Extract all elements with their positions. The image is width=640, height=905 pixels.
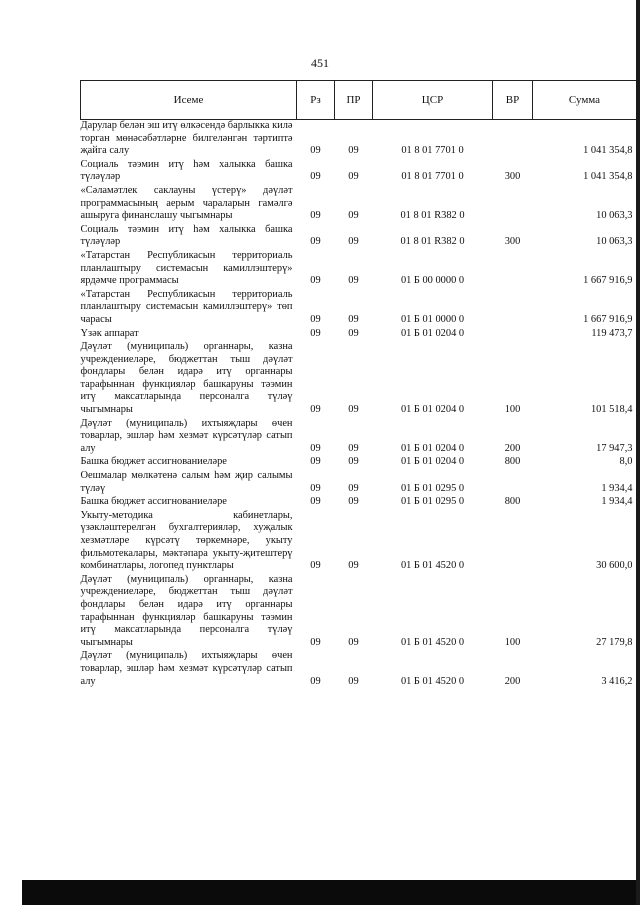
row-csr: 01 8 01 7701 0 (401, 145, 464, 157)
row-sum: 3 416,2 (601, 675, 633, 687)
row-pr: 09 (348, 404, 359, 416)
row-rz: 09 (310, 327, 321, 339)
table-row (81, 289, 637, 328)
row-pr: 09 (348, 171, 359, 183)
table-row (81, 250, 637, 289)
table-row (81, 456, 637, 470)
row-csr: 01 8 01 7701 0 (401, 171, 464, 183)
table-row (81, 496, 637, 510)
row-vr: 300 (504, 236, 521, 248)
header-pr: ПР (335, 81, 373, 120)
row-name: Башка бюджет ассигнованиеләре (80, 456, 227, 468)
row-sum: 10 063,3 (596, 236, 633, 248)
table-row (81, 341, 637, 418)
row-sum: 30 600,0 (596, 560, 633, 572)
row-vr (493, 289, 533, 328)
row-csr: 01 Б 01 0000 0 (400, 313, 465, 325)
row-pr: 09 (348, 210, 359, 222)
row-vr: 300 (504, 171, 521, 183)
row-csr: 01 Б 01 4520 0 (400, 675, 465, 687)
row-csr: 01 Б 01 0204 0 (400, 442, 465, 454)
row-sum: 27 179,8 (596, 636, 633, 648)
row-vr (493, 510, 533, 574)
row-csr: 01 Б 01 0295 0 (400, 496, 465, 508)
table-row (81, 510, 637, 574)
table-row (81, 159, 637, 185)
row-pr: 09 (348, 145, 359, 157)
row-rz: 09 (310, 560, 321, 572)
row-rz: 09 (310, 171, 321, 183)
row-pr: 09 (348, 275, 359, 287)
row-sum: 1 041 354,8 (583, 145, 633, 157)
row-vr (493, 185, 533, 224)
row-rz: 09 (310, 210, 321, 222)
row-sum: 119 473,7 (591, 327, 633, 339)
table-row (81, 650, 637, 689)
row-csr: 01 8 01 R382 0 (400, 210, 465, 222)
row-pr: 09 (348, 313, 359, 325)
row-name: Дарулар белән эш итү өлкәсендә барлыкка килә торган мөнәсәбәтләрне билгеләнгән тәртиптә җайга салу (80, 120, 293, 157)
row-csr: 01 Б 01 4520 0 (400, 636, 465, 648)
header-vr: ВР (493, 81, 533, 120)
row-sum: 1 667 916,9 (583, 313, 633, 325)
row-rz: 09 (310, 636, 321, 648)
budget-table (80, 80, 637, 689)
header-sum: Сумма (533, 81, 637, 120)
row-csr: 01 Б 01 0295 0 (400, 482, 465, 494)
header-name: Исеме (81, 81, 297, 120)
table-header-row (81, 81, 637, 120)
header-csr: ЦСР (373, 81, 493, 120)
row-vr (493, 120, 533, 159)
row-sum: 8,0 (619, 456, 633, 468)
table-row (81, 470, 637, 496)
row-vr: 200 (504, 442, 521, 454)
row-rz: 09 (310, 404, 321, 416)
row-pr: 09 (348, 442, 359, 454)
table-row (81, 574, 637, 651)
row-name: Дәүләт (муниципаль) ихтыяҗлары өчен товарлар, эшләр һәм хезмәт күрсәтүләр сатып алу (80, 417, 293, 454)
row-vr: 100 (504, 404, 521, 416)
row-pr: 09 (348, 482, 359, 494)
row-sum: 1 667 916,9 (583, 275, 633, 287)
row-rz: 09 (310, 482, 321, 494)
row-vr (493, 328, 533, 342)
row-pr: 09 (348, 560, 359, 572)
row-rz: 09 (310, 275, 321, 287)
row-vr: 800 (504, 496, 521, 508)
row-rz: 09 (310, 442, 321, 454)
row-rz: 09 (310, 675, 321, 687)
row-name: Оешмалар мөлкәтенә салым һәм җир салымы түләү (80, 470, 293, 494)
row-name: Дәүләт (муниципаль) органнары, казна учреждениеләре, бюджеттан тыш дәүләт фондлары белән идарә итү органнары тарафыннан функцияләр башкаруны тәэмин итү максатларында персоналга түләү чыгымнары (80, 341, 293, 416)
row-name: Дәүләт (муниципаль) органнары, казна учреждениеләре, бюджеттан тыш дәүләт фондлары белән идарә итү органнары тарафыннан функцияләр башкаруны тәэмин итү максатларында персоналга түләү чыгымнары (80, 573, 293, 648)
row-sum: 1 934,4 (601, 482, 633, 494)
row-csr: 01 Б 00 0000 0 (400, 275, 465, 287)
row-vr (493, 470, 533, 496)
header-rz: Рз (297, 81, 335, 120)
row-vr: 800 (504, 456, 521, 468)
table-row (81, 328, 637, 342)
row-name: «Сәламәтлек саклауны үстерү» дәүләт программасының аерым чараларын гамәлгә ашыруга финанслашу чыгымнары (80, 184, 293, 222)
row-csr: 01 8 01 R382 0 (400, 236, 465, 248)
row-csr: 01 Б 01 4520 0 (400, 560, 465, 572)
row-vr: 200 (504, 675, 521, 687)
row-vr (493, 250, 533, 289)
row-pr: 09 (348, 327, 359, 339)
row-csr: 01 Б 01 0204 0 (400, 456, 465, 468)
row-vr: 100 (504, 636, 521, 648)
table-row (81, 418, 637, 457)
row-csr: 01 Б 01 0204 0 (400, 327, 465, 339)
row-name: Социаль тәэмин итү һәм халыкка башка түләүләр (80, 158, 293, 183)
table-row (81, 120, 637, 159)
row-pr: 09 (348, 456, 359, 468)
row-pr: 09 (348, 496, 359, 508)
scan-right-edge (636, 0, 640, 905)
row-name: Укыту-методика кабинетлары, үзәкләштерелгән бухгалтерияләр, хуҗалык хезмәтләре күрсәтү төркемнәре, укыту фильмотекалары, мәктәпара укыту-җитештерү комбинатлары, логопед пунктлары (80, 509, 293, 572)
row-rz: 09 (310, 496, 321, 508)
row-name: Социаль тәэмин итү һәм халыкка башка түләүләр (80, 223, 293, 248)
row-pr: 09 (348, 675, 359, 687)
scan-bottom-edge (22, 880, 640, 905)
row-name: «Татарстан Республикасын территориаль планлаштыру системасын камиллэштерү» төп чарасы (80, 288, 293, 325)
row-sum: 17 947,3 (596, 442, 633, 454)
row-rz: 09 (310, 236, 321, 248)
table-row (81, 224, 637, 250)
row-pr: 09 (348, 236, 359, 248)
table-row (81, 185, 637, 224)
row-name: Башка бюджет ассигнованиеләре (80, 496, 227, 508)
row-rz: 09 (310, 456, 321, 468)
row-sum: 101 518,4 (590, 404, 633, 416)
row-sum: 1 041 354,8 (583, 171, 633, 183)
row-rz: 09 (310, 313, 321, 325)
row-name: Үзәк аппарат (80, 327, 139, 339)
row-rz: 09 (310, 145, 321, 157)
row-pr: 09 (348, 636, 359, 648)
row-sum: 10 063,3 (596, 210, 633, 222)
row-csr: 01 Б 01 0204 0 (400, 404, 465, 416)
row-sum: 1 934,4 (601, 496, 633, 508)
page-number: 451 (311, 56, 329, 70)
row-name: Дәүләт (муниципаль) ихтыяҗлары өчен товарлар, эшләр һәм хезмәт күрсәтүләр сатып алу (80, 650, 293, 687)
row-name: «Татарстан Республикасын территориаль планлаштыру системасын камиллэштерү» ярдәмче программасы (80, 249, 293, 287)
